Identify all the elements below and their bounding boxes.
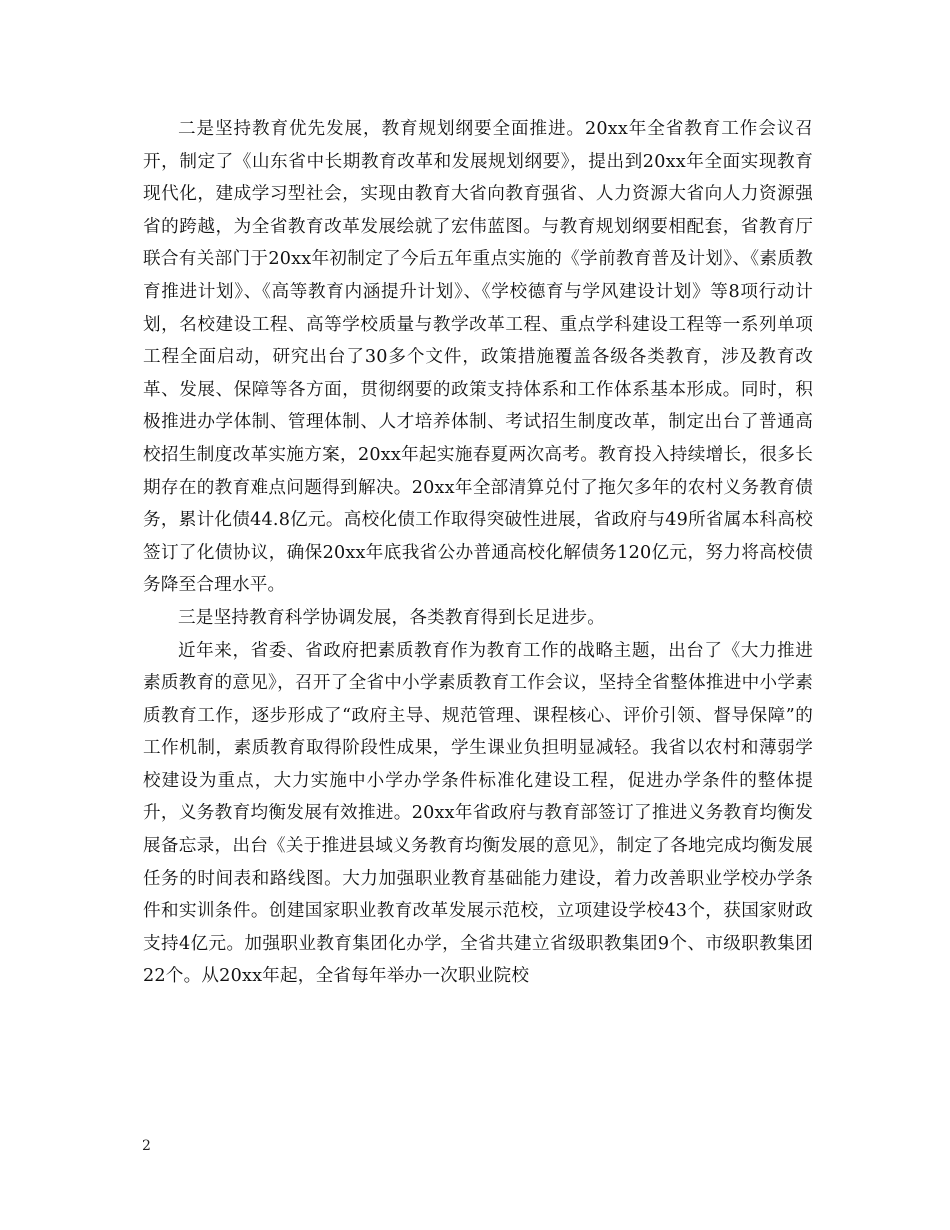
paragraph-quality-education: 近年来，省委、省政府把素质教育作为教育工作的战略主题，出台了《大力推进素质教育的意见》，召开了全省中小学素质教育工作会议，坚持全省整体推进中小学素质教育工作，逐步形成了“政府主导、规范管理、课程核心、评价引领、督导保障”的工作机制，素质教育取得阶段性成果，学生课业负担明显减轻。我省以农村和薄弱学校建设为重点，大力实施中小学办学条件标准化建设工程，促进办学条件的整体提升，义务教育均衡发展有效推进。20xx年省政府与教育部签订了推进义务教育均衡发展备忘录，出台《关于推进县域义务教育均衡发展的意见》，制定了各地完成均衡发展任务的时间表和路线图。大力加强职业教育基础能力建设，着力改善职业学校办学条件和实训条件。创建国家职业教育改革发展示范校，立项建设学校43个，获国家财政支持4亿元。加强职业教育集团化办学，全省共建立省级职教集团9个、市级职教集团22个。从20xx年起，全省每年举办一次职业院校 [143,640,813,987]
paragraph-coordinated-development: 三是坚持教育科学协调发展，各类教育得到长足进步。 [178,607,606,628]
document-body [143,113,813,993]
page-number: 2 [142,1138,151,1154]
paragraph-education-priority: 二是坚持教育优先发展，教育规划纲要全面推进。20xx年全省教育工作会议召开，制定了《山东省中长期教育改革和发展规划纲要》，提出到20xx年全面实现教育现代化，建成学习型社会，实现由教育大省向教育强省、人力资源大省向人力资源强省的跨越，为全省教育改革发展绘就了宏伟蓝图。与教育规划纲要相配套，省教育厅联合有关部门于20xx年初制定了今后五年重点实施的《学前教育普及计划》、《素质教育推进计划》、《高等教育内涵提升计划》、《学校德育与学风建设计划》等8项行动计划，名校建设工程、高等学校质量与教学改革工程、重点学科建设工程等一系列单项工程全面启动，研究出台了30多个文件，政策措施覆盖各级各类教育，涉及教育改革、发展、保障等各方面，贯彻纲要的政策支持体系和工作体系基本形成。同时，积极推进办学体制、管理体制、人才培养体制、考试招生制度改革，制定出台了普通高校招生制度改革实施方案，20xx年起实施春夏两次高考。教育投入持续增长，很多长期存在的教育难点问题得到解决。20xx年全部清算兑付了拖欠多年的农村义务教育债务，累计化债44.8亿元。高校化债工作取得突破性进展，省政府与49所省属本科高校签订了化债协议，确保20xx年底我省公办普通高校化解债务120亿元，努力将高校债务降至合理水平。 [143,119,813,596]
